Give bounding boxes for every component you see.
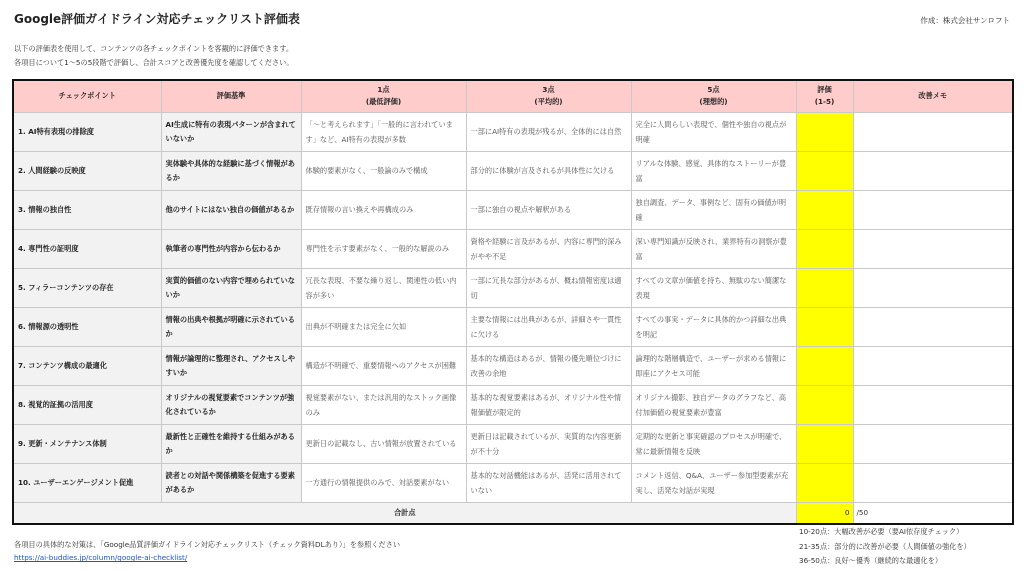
table-row xyxy=(13,424,1013,463)
rating-input-cell[interactable] xyxy=(796,385,853,424)
score5-description: リアルな体験、感覚、具体的なストーリーが豊富 xyxy=(631,151,796,190)
checkpoint-cell: 3. 情報の独自性 xyxy=(13,190,161,229)
evaluation-table xyxy=(12,79,1014,525)
footer-note: 各項目の具体的な対策は、「Google品質評価ガイドライン対応チェックリスト（チェック資料DLあり）」を参照ください xyxy=(14,540,401,549)
criteria-cell: オリジナルの視覚要素でコンテンツが強化されているか xyxy=(161,385,301,424)
criteria-cell: 情報の出典や根拠が明確に示されているか xyxy=(161,307,301,346)
score5-description: コメント返信、Q&A、ユーザー参加型要素が充実し、活発な対話が実現 xyxy=(631,463,796,502)
score1-description: 構造が不明確で、重要情報へのアクセスが困難 xyxy=(301,346,466,385)
description-line: 各項目について1〜5の5段階で評価し、合計スコアと改善優先度を確認してください。 xyxy=(14,58,294,67)
criteria-cell: 最新性と正確性を維持する仕組みがあるか xyxy=(161,424,301,463)
column-header-score1-sub: (最低評価) xyxy=(365,97,402,107)
table-row xyxy=(13,229,1013,268)
column-header-score3-label: 3点 xyxy=(542,85,555,95)
score-legend xyxy=(799,525,971,569)
table-row xyxy=(13,346,1013,385)
column-header-score1-label: 1点 xyxy=(377,85,390,95)
score1-description: 専門性を示す要素がなく、一般的な解説のみ xyxy=(301,229,466,268)
score1-description: 冗長な表現、不要な繰り返し、関連性の低い内容が多い xyxy=(301,268,466,307)
criteria-cell: AI生成に特有の表現パターンが含まれていないか xyxy=(161,112,301,151)
memo-input-cell[interactable] xyxy=(853,229,1013,268)
score1-description: 出典が不明確または完全に欠如 xyxy=(301,307,466,346)
total-max: /50 xyxy=(853,502,1013,524)
score1-description: 「〜と考えられます」「一般的に言われています」など、AI特有の表現が多数 xyxy=(301,112,466,151)
score5-description: 深い専門知識が反映され、業界特有の洞察が豊富 xyxy=(631,229,796,268)
memo-input-cell[interactable] xyxy=(853,346,1013,385)
page-title: Google評価ガイドライン対応チェックリスト評価表 xyxy=(14,12,300,26)
column-header-rating-sub: (1-5) xyxy=(814,97,835,107)
column-header-rating xyxy=(796,80,853,112)
table-row xyxy=(13,463,1013,502)
checkpoint-cell: 5. フィラーコンテンツの存在 xyxy=(13,268,161,307)
score1-description: 一方通行の情報提供のみで、対話要素がない xyxy=(301,463,466,502)
legend-item: 10-20点：大幅改善が必要（要AI依存度チェック） xyxy=(799,527,964,536)
checkpoint-cell: 7. コンテンツ構成の最適化 xyxy=(13,346,161,385)
table-row xyxy=(13,151,1013,190)
score3-description: 一部に独自の視点や解釈がある xyxy=(466,190,631,229)
score1-description: 更新日の記載なし、古い情報が放置されている xyxy=(301,424,466,463)
rating-input-cell[interactable] xyxy=(796,190,853,229)
description-line: 以下の評価表を使用して、コンテンツの各チェックポイントを客観的に評価できます。 xyxy=(14,44,294,53)
rating-input-cell[interactable] xyxy=(796,151,853,190)
criteria-cell: 他のサイトにはない独自の価値があるか xyxy=(161,190,301,229)
memo-input-cell[interactable] xyxy=(853,424,1013,463)
table-row xyxy=(13,268,1013,307)
score5-description: 独自調査、データ、事例など、固有の価値が明確 xyxy=(631,190,796,229)
column-header-score1 xyxy=(301,80,466,112)
score5-description: オリジナル撮影、独自データのグラフなど、高付加価値の視覚要素が豊富 xyxy=(631,385,796,424)
criteria-cell: 情報が論理的に整理され、アクセスしやすいか xyxy=(161,346,301,385)
score5-description: すべての文章が価値を持ち、無駄のない簡潔な表現 xyxy=(631,268,796,307)
total-score: 0 xyxy=(796,502,853,524)
memo-input-cell[interactable] xyxy=(853,463,1013,502)
table-row xyxy=(13,190,1013,229)
score3-description: 部分的に体験が言及されるが具体性に欠ける xyxy=(466,151,631,190)
table-header-row xyxy=(13,80,1013,112)
score3-description: 更新日は記載されているが、実質的な内容更新が不十分 xyxy=(466,424,631,463)
memo-input-cell[interactable] xyxy=(853,268,1013,307)
checkpoint-cell: 6. 情報源の透明性 xyxy=(13,307,161,346)
rating-input-cell[interactable] xyxy=(796,463,853,502)
memo-input-cell[interactable] xyxy=(853,385,1013,424)
score5-description: 完全に人間らしい表現で、個性や独自の視点が明確 xyxy=(631,112,796,151)
memo-input-cell[interactable] xyxy=(853,190,1013,229)
checkpoint-cell: 10. ユーザーエンゲージメント促進 xyxy=(13,463,161,502)
score3-description: 基本的な構造はあるが、情報の優先順位づけに改善の余地 xyxy=(466,346,631,385)
checkpoint-cell: 2. 人間経験の反映度 xyxy=(13,151,161,190)
table-row xyxy=(13,385,1013,424)
score3-description: 資格や経験に言及があるが、内容に専門的深みがやや不足 xyxy=(466,229,631,268)
score5-description: 論理的な階層構造で、ユーザーが求める情報に即座にアクセス可能 xyxy=(631,346,796,385)
score5-description: 定期的な更新と事実確認のプロセスが明確で、常に最新情報を反映 xyxy=(631,424,796,463)
rating-input-cell[interactable] xyxy=(796,268,853,307)
criteria-cell: 読者との対話や関係構築を促進する要素があるか xyxy=(161,463,301,502)
score1-description: 視覚要素がない、または汎用的なストック画像のみ xyxy=(301,385,466,424)
criteria-cell: 実質的価値のない内容で埋められていないか xyxy=(161,268,301,307)
column-header-score5 xyxy=(631,80,796,112)
score3-description: 基本的な視覚要素はあるが、オリジナル性や情報価値が限定的 xyxy=(466,385,631,424)
memo-input-cell[interactable] xyxy=(853,307,1013,346)
total-label: 合計点 xyxy=(13,502,796,524)
column-header-score5-label: 5点 xyxy=(707,85,720,95)
rating-input-cell[interactable] xyxy=(796,307,853,346)
memo-input-cell[interactable] xyxy=(853,112,1013,151)
score3-description: 一部に冗長な部分があるが、概ね情報密度は適切 xyxy=(466,268,631,307)
column-header-rating-label: 評価 xyxy=(817,85,832,95)
column-header-memo: 改善メモ xyxy=(853,80,1013,112)
description xyxy=(14,42,294,70)
total-row xyxy=(13,502,1013,524)
score1-description: 体験的要素がなく、一般論のみで構成 xyxy=(301,151,466,190)
checkpoint-cell: 9. 更新・メンテナンス体制 xyxy=(13,424,161,463)
checkpoint-cell: 4. 専門性の証明度 xyxy=(13,229,161,268)
score3-description: 一部にAI特有の表現が残るが、全体的には自然 xyxy=(466,112,631,151)
column-header-score3-sub: (平均的) xyxy=(534,97,563,107)
criteria-cell: 実体験や具体的な経験に基づく情報があるか xyxy=(161,151,301,190)
memo-input-cell[interactable] xyxy=(853,151,1013,190)
checkpoint-cell: 1. AI特有表現の排除度 xyxy=(13,112,161,151)
checkpoint-cell: 8. 視覚的証拠の活用度 xyxy=(13,385,161,424)
score1-description: 既存情報の言い換えや再構成のみ xyxy=(301,190,466,229)
legend-item: 36-50点：良好〜優秀（継続的な最適化を） xyxy=(799,556,943,565)
rating-input-cell[interactable] xyxy=(796,424,853,463)
table-row xyxy=(13,112,1013,151)
rating-input-cell[interactable] xyxy=(796,229,853,268)
score5-description: すべての事実・データに具体的かつ詳細な出典を明記 xyxy=(631,307,796,346)
score3-description: 主要な情報には出典があるが、詳細さや一貫性に欠ける xyxy=(466,307,631,346)
legend-item: 21-35点：部分的に改善が必要（人間価値の強化を） xyxy=(799,541,971,551)
table-row xyxy=(13,307,1013,346)
column-header-point: チェックポイント xyxy=(13,80,161,112)
checklist-link[interactable]: https://ai-buddies.jp/column/google-ai-checklist/ xyxy=(14,553,188,562)
column-header-score3 xyxy=(466,80,631,112)
rating-input-cell[interactable] xyxy=(796,346,853,385)
column-header-score5-sub: (理想的) xyxy=(699,97,728,107)
column-header-criteria: 評価基準 xyxy=(161,80,301,112)
author-label: 作成：株式会社サンロフト xyxy=(920,16,1010,25)
criteria-cell: 執筆者の専門性が内容から伝わるか xyxy=(161,229,301,268)
rating-input-cell[interactable] xyxy=(796,112,853,151)
score3-description: 基本的な対話機能はあるが、活発に活用されていない xyxy=(466,463,631,502)
